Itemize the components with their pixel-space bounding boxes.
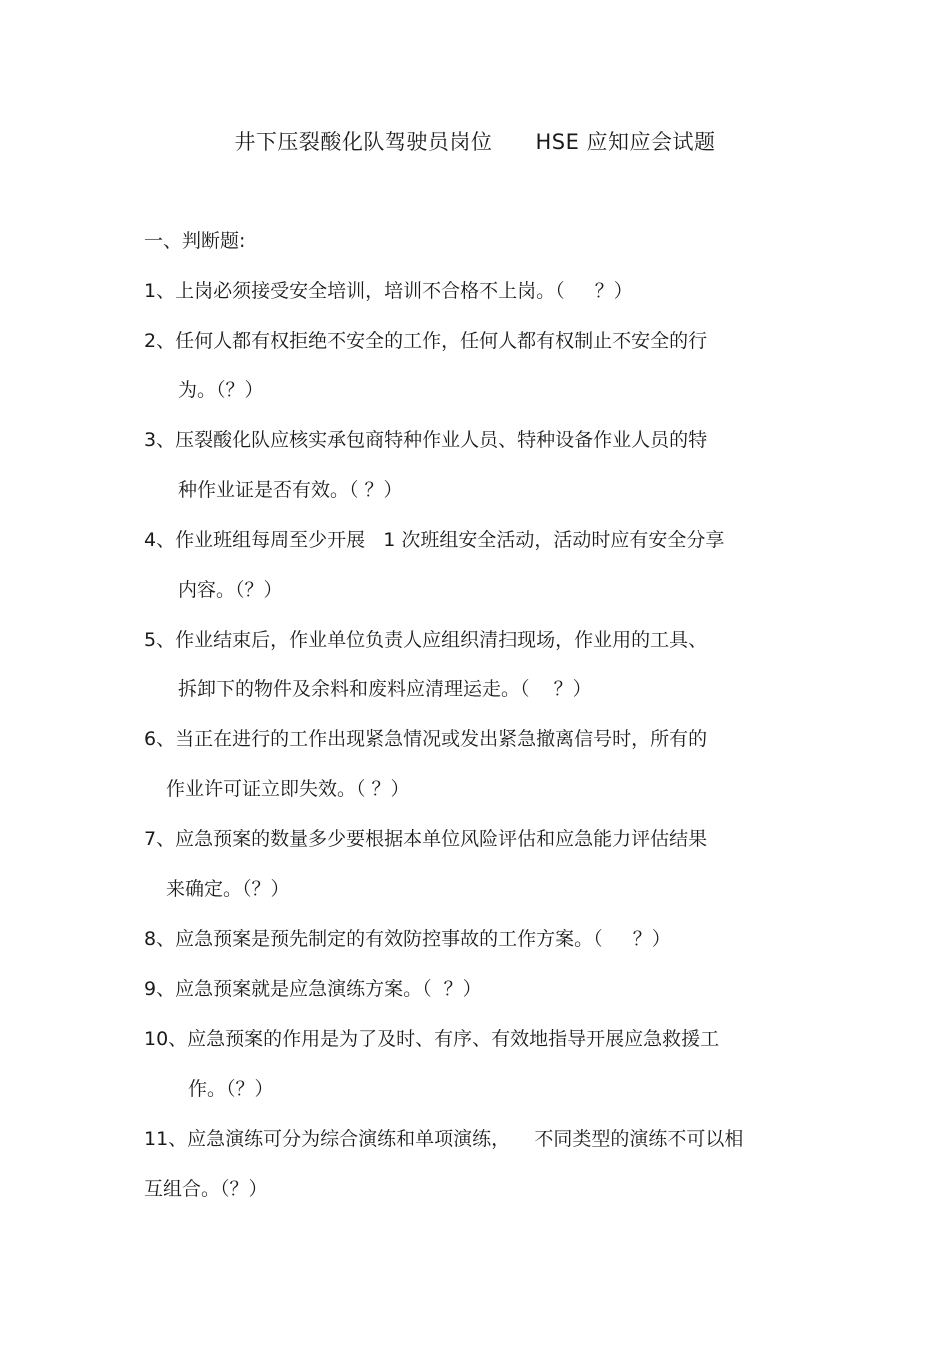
question-5-line-2: 拆卸下的物件及余料和废料应清理运走。（ ？） <box>178 678 592 700</box>
question-10-line-2: 作。（？） <box>188 1078 274 1100</box>
question-4-line-2: 内容。（？） <box>178 579 283 601</box>
section-heading: 一、判断题: <box>144 230 246 252</box>
question-9-line-1: 9、应急预案就是应急演练方案。（ ？） <box>144 978 482 1000</box>
question-8-line-1: 8、应急预案是预先制定的有效防控事故的工作方案。（ ？） <box>144 928 671 950</box>
question-10-line-1: 10、应急预案的作用是为了及时、有序、有效地指导开展应急救援工 <box>144 1028 720 1050</box>
question-6-line-1: 6、当正在进行的工作出现紧急情况或发出紧急撤离信号时，所有的 <box>144 728 708 750</box>
question-11-line-1: 11、应急演练可分为综合演练和单项演练， 不同类型的演练不可以相 <box>144 1128 744 1150</box>
document-title: 井下压裂酸化队驾驶员岗位 HSE 应知应会试题 <box>234 130 716 154</box>
question-4-line-1: 4、作业班组每周至少开展 1 次班组安全活动，活动时应有安全分享 <box>144 529 725 551</box>
question-11-line-2: 互组合。（？） <box>144 1178 268 1200</box>
question-1-line-1: 1、上岗必须接受安全培训，培训不合格不上岗。（ ？） <box>144 280 633 302</box>
question-3-line-2: 种作业证是否有效。（ ？） <box>178 479 403 501</box>
question-2-line-1: 2、任何人都有权拒绝不安全的工作，任何人都有权制止不安全的行 <box>144 330 708 352</box>
question-3-line-1: 3、压裂酸化队应核实承包商特种作业人员、特种设备作业人员的特 <box>144 429 708 451</box>
question-7-line-2: 来确定。（？） <box>166 878 290 900</box>
question-5-line-1: 5、作业结束后，作业单位负责人应组织清扫现场，作业用的工具、 <box>144 629 708 651</box>
question-7-line-1: 7、应急预案的数量多少要根据本单位风险评估和应急能力评估结果 <box>144 828 708 850</box>
question-2-line-2: 为。（？） <box>178 379 264 401</box>
question-6-line-2: 作业许可证立即失效。（ ？） <box>166 778 410 800</box>
